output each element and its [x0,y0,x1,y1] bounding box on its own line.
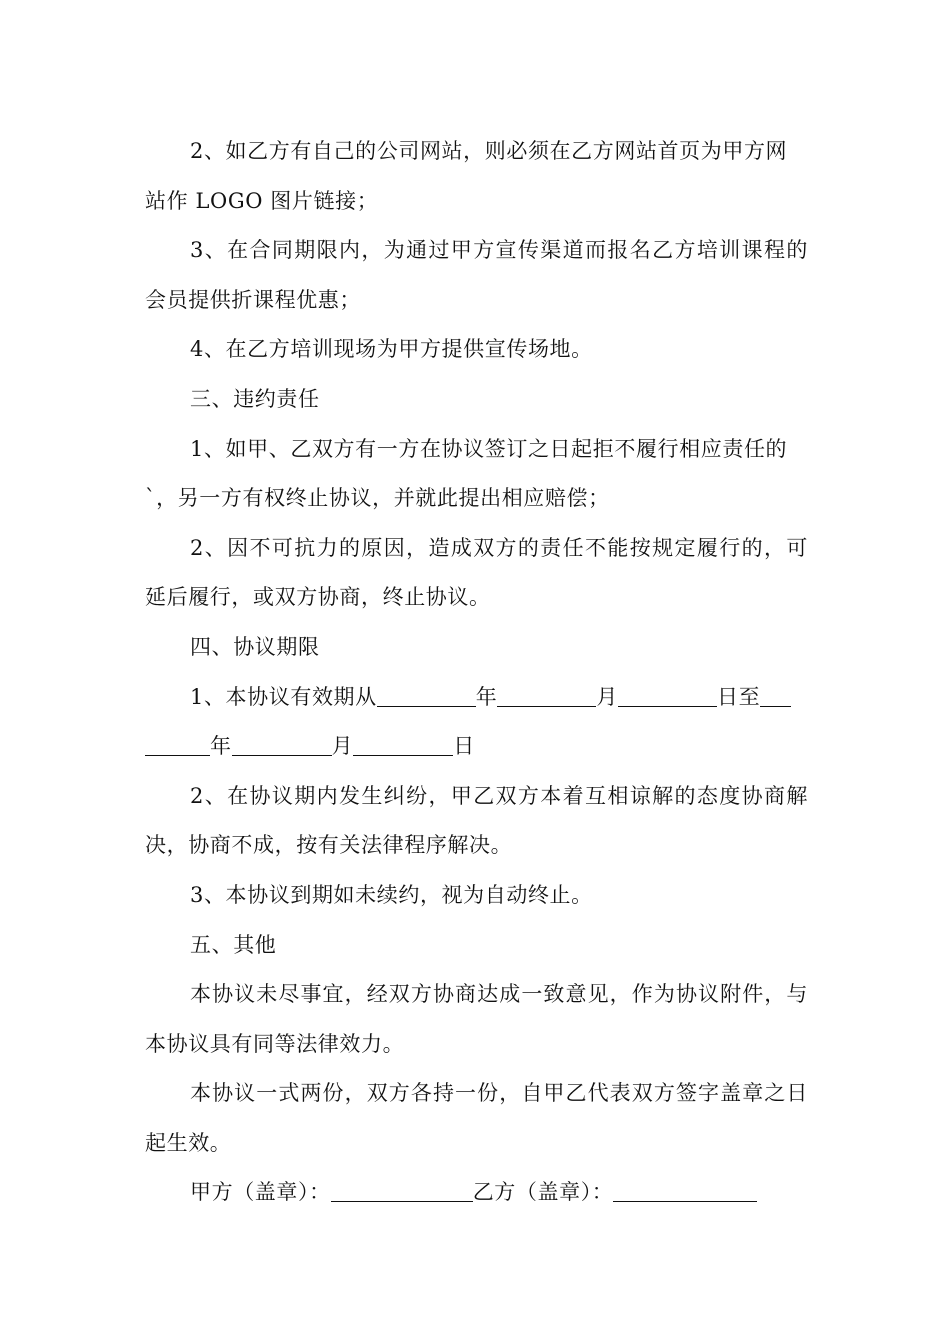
end-month-label: 月 [331,734,354,759]
item3-paragraph: 3、在合同期限内，为通过甲方宣传渠道而报名乙方培训课程的会员提供折课程优惠； [145,238,808,312]
start-year-blank [377,680,476,707]
start-day-blank [618,680,717,707]
item2-line1: 2、如乙方有自己的公司网站，则必须在乙方网站首页为甲方网 [190,139,788,163]
term-item1-prefix: 1、本协议有效期从 [190,684,377,709]
other-para2: 本协议一式两份，双方各持一份，自甲乙代表双方签字盖章之日起生效。 [145,1081,808,1155]
party-b-label: 乙方（盖章）： [472,1180,614,1205]
end-day-label: 日 [453,734,475,759]
breach-item1 [145,425,808,524]
item2-paragraph [145,127,808,226]
contract-body [145,127,808,1218]
end-day-blank [353,729,453,756]
signature-line [145,1168,808,1218]
end-year-blank-part2 [145,729,210,756]
breach-item1-line1: 1、如甲、乙双方有一方在协议签订之日起拒不履行相应责任的 [190,436,788,461]
start-month-blank [497,680,596,707]
section4-heading: 四、协议期限 [190,634,320,659]
breach-item1-line2: `，另一方有权终止协议，并就此提出相应赔偿； [145,486,610,511]
party-a-label: 甲方（盖章）： [190,1180,331,1205]
term-item3: 3、本协议到期如未续约，视为自动终止。 [190,882,593,907]
term-item1 [145,673,808,772]
party-a-signature-blank [331,1175,473,1202]
end-year-blank-part1 [760,680,791,707]
end-month-blank [232,729,332,756]
start-day-to-label: 日至 [716,684,761,709]
breach-item2: 2、因不可抗力的原因，造成双方的责任不能按规定履行的，可延后履行，或双方协商，终止协议。 [145,535,808,610]
start-year-label: 年 [475,684,498,709]
section3-heading: 三、违约责任 [190,386,320,411]
section5-heading: 五、其他 [190,932,277,957]
end-year-label: 年 [210,734,232,759]
start-month-label: 月 [596,684,618,709]
item2-line2: 站作 LOGO 图片链接； [145,188,379,213]
party-b-signature-blank [613,1175,757,1202]
item4-paragraph: 4、在乙方培训现场为甲方提供宣传场地。 [190,337,593,362]
other-para1: 本协议未尽事宜，经双方协商达成一致意见，作为协议附件，与本协议具有同等法律效力。 [145,982,808,1056]
term-item2: 2、在协议期内发生纠纷，甲乙双方本着互相谅解的态度协商解决，协商不成，按有关法律程序解决。 [145,783,808,858]
